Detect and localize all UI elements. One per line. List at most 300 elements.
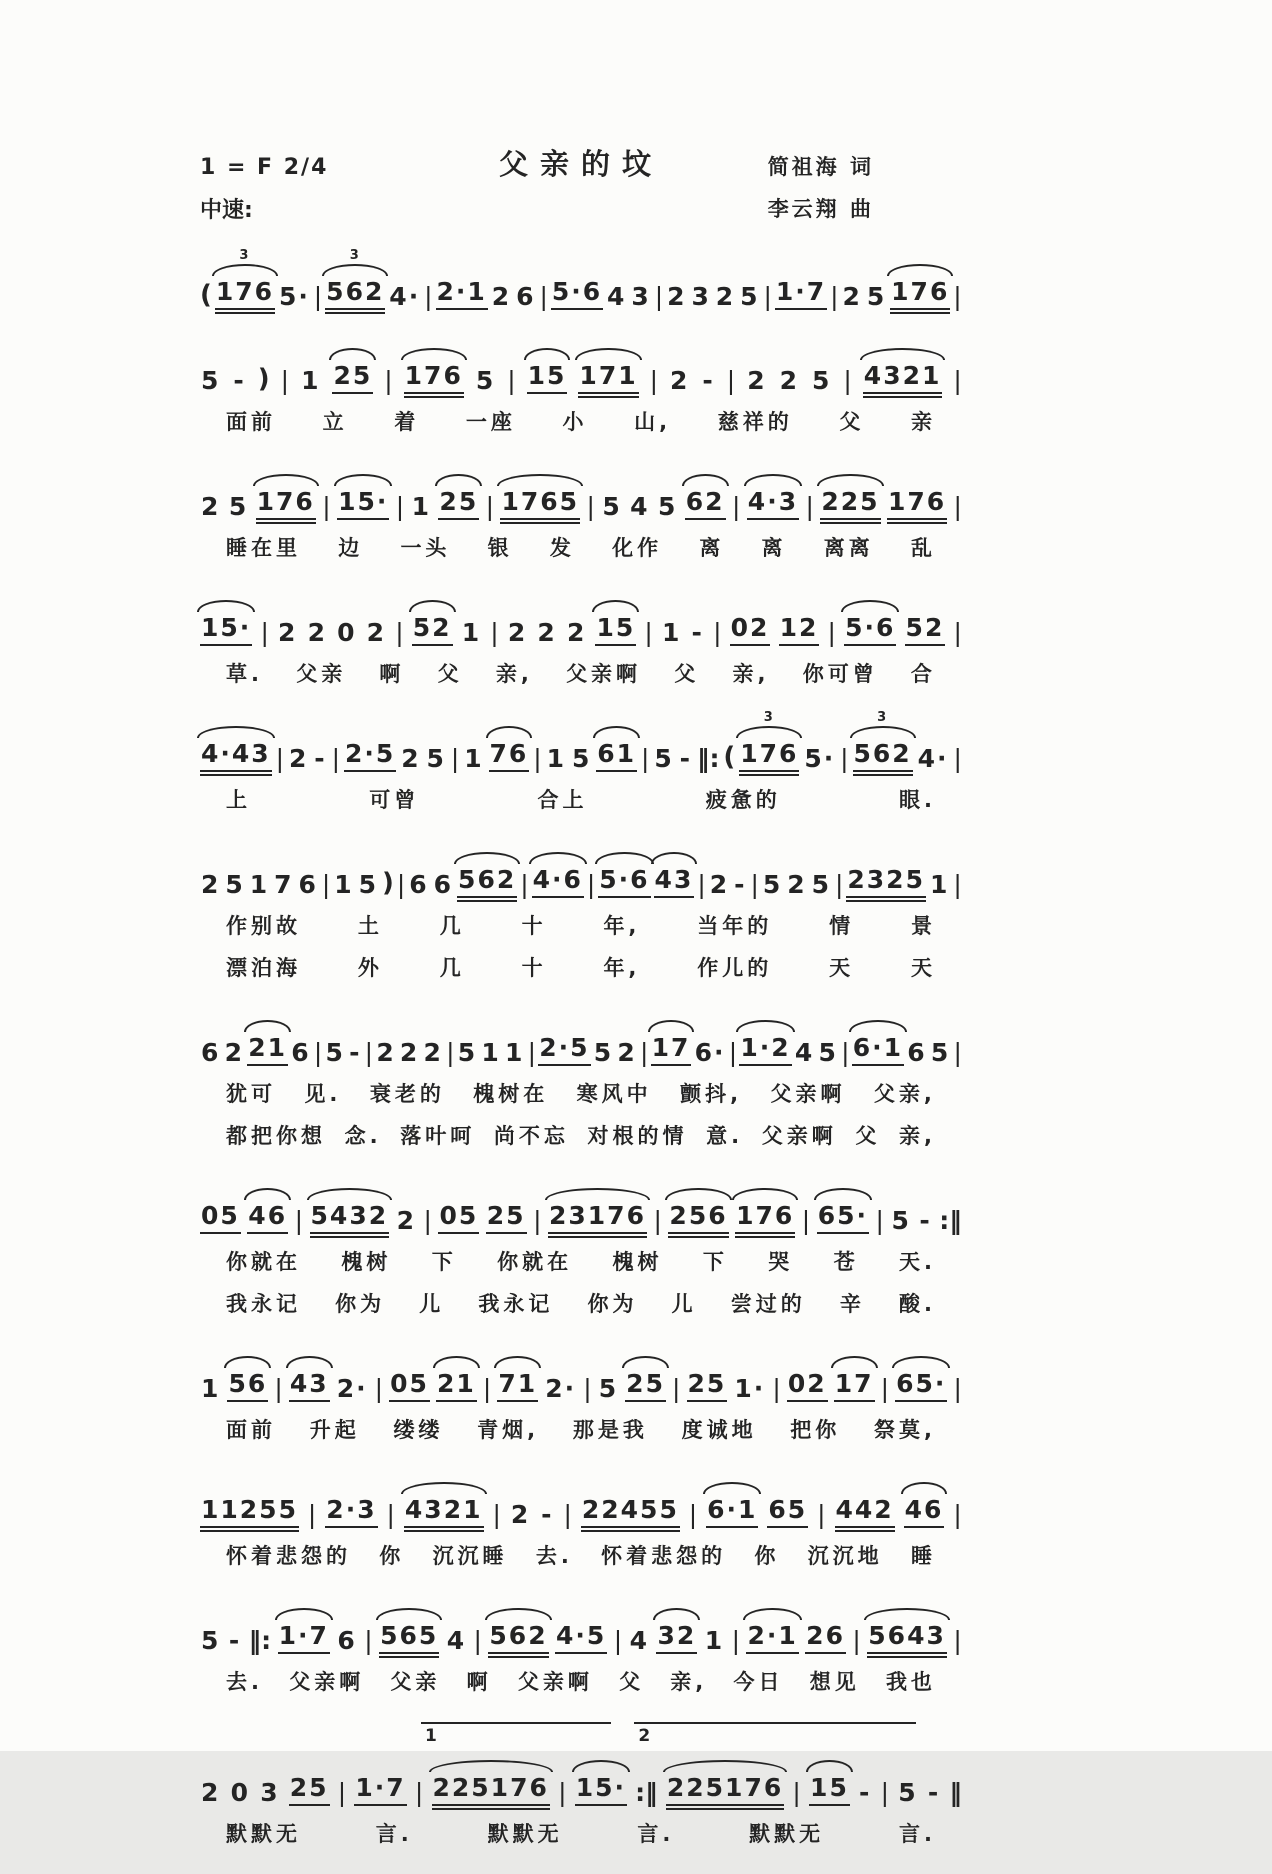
lyric-word: 眼. <box>899 788 936 812</box>
barline: | <box>364 1625 373 1655</box>
note-token: 1·7 <box>775 278 827 311</box>
lyric-word: 见. <box>304 1082 342 1106</box>
note-token: 2·3 <box>325 1496 377 1529</box>
note-token: 43 <box>654 866 695 899</box>
barline: | <box>728 1037 738 1067</box>
lyric-word: 土 <box>357 914 383 938</box>
barline: | <box>613 1625 623 1655</box>
lyric-word: 槐树 <box>341 1250 392 1274</box>
lyric-word: 槐树 <box>612 1250 663 1274</box>
lyric-word: 我永记 <box>478 1292 554 1316</box>
barline: | <box>364 1037 374 1067</box>
lyric-word: 慈祥的 <box>717 410 793 434</box>
note-token: 6·1 <box>706 1496 758 1529</box>
note-token: 2 <box>779 365 799 395</box>
barline: | <box>446 1037 455 1067</box>
barline: | <box>653 1205 662 1235</box>
dash-extension: - <box>349 1037 362 1067</box>
barline: | <box>414 1777 424 1807</box>
note-token: 1·2 <box>739 1034 791 1067</box>
lyric-word: 面前 <box>226 1418 276 1442</box>
barline: | <box>482 1373 492 1403</box>
lyric-word: 边 <box>338 536 364 560</box>
note-token: 71 <box>497 1370 538 1403</box>
note-token: 5 <box>866 281 887 311</box>
lyric-word: 儿 <box>671 1292 697 1316</box>
note-token: 5432 <box>310 1202 390 1235</box>
barline: | <box>953 365 962 395</box>
note-token: 2 <box>709 869 730 899</box>
barline: | <box>260 617 269 647</box>
note-token: 52 <box>412 614 453 647</box>
note-token: 25 <box>687 1370 728 1403</box>
lyric-word: 意. <box>706 1124 744 1148</box>
note-token: 5 <box>201 365 221 395</box>
note-token: 4 <box>794 1037 815 1067</box>
note-token: 5 <box>457 1037 478 1067</box>
barline: | <box>331 743 341 773</box>
note-token: 2 <box>566 617 587 647</box>
lyric-word: 去. <box>226 1670 263 1694</box>
note-token: 5·6 <box>844 614 896 647</box>
note-token: 562 <box>457 866 517 899</box>
lyric-word: 啊 <box>379 662 405 686</box>
lyric-word: 年, <box>603 956 641 980</box>
note-token: 12 <box>779 614 820 647</box>
note-token: 4· <box>917 743 949 773</box>
lyric-word: 颤抖, <box>680 1082 743 1106</box>
lyric-word: 都把你想 <box>226 1124 326 1148</box>
system-8 <box>200 1176 962 1318</box>
lyric-word: 父亲, <box>873 1082 936 1106</box>
system-12 <box>200 1722 962 1848</box>
note-token: 5· <box>804 743 836 773</box>
lyric-word: 尝过的 <box>730 1292 806 1316</box>
note-token: 32 <box>656 1622 697 1655</box>
note-token: 2 <box>617 1037 637 1067</box>
lyric-word: 父亲啊 <box>770 1082 846 1106</box>
barline: | <box>586 869 596 899</box>
lyrics-line <box>200 1120 962 1150</box>
lyric-word: 山, <box>634 410 672 434</box>
lyric-word: 辛 <box>839 1292 865 1316</box>
barline: | <box>852 1625 861 1655</box>
note-token: 2 <box>491 281 512 311</box>
lyric-word: 当年的 <box>697 914 773 938</box>
triplet-number: 3 <box>877 709 889 725</box>
lyric-word: 怀着悲怨的 <box>226 1544 351 1568</box>
page-title: 父亲的坟 <box>498 147 663 181</box>
barline: | <box>834 869 844 899</box>
note-token: 225176 <box>432 1774 550 1807</box>
barline: | <box>875 1205 884 1235</box>
note-token: 2 <box>667 281 687 311</box>
note-token: 2 <box>715 281 736 311</box>
note-token: 6 <box>201 1037 221 1067</box>
lyric-word: 着 <box>394 410 420 434</box>
note-token: 1 <box>464 743 484 773</box>
lyric-word: 你为 <box>587 1292 638 1316</box>
note-token: 15 <box>809 1774 850 1807</box>
note-token: 6 <box>337 1625 357 1655</box>
lyric-word: 可曾 <box>369 788 420 812</box>
lyric-word: 合 <box>910 662 936 686</box>
lyric-word: 离 <box>699 536 725 560</box>
barline: | <box>953 491 962 521</box>
note-token: 5 <box>898 1777 918 1807</box>
note-token: 176 <box>887 488 947 521</box>
header-row-1 <box>200 142 962 183</box>
lyrics-line <box>200 1414 962 1444</box>
lyric-word: 去. <box>535 1544 573 1568</box>
lyric-word: 父 <box>674 662 700 686</box>
note-token: 442 <box>835 1496 895 1529</box>
note-token: 4 <box>446 1625 467 1655</box>
lyric-word: 天 <box>911 956 936 980</box>
note-token: 4 <box>629 1625 650 1655</box>
note-token: 1 <box>662 617 682 647</box>
note-token: 2 <box>401 743 421 773</box>
phrase-paren: ) <box>257 364 270 395</box>
notes-line <box>200 840 962 898</box>
lyric-word: 十 <box>521 956 547 980</box>
lyric-word: 尚不忘 <box>493 1124 569 1148</box>
notes-line <box>200 462 962 520</box>
note-token: 2 <box>224 1037 245 1067</box>
note-token: 5 <box>811 365 832 395</box>
note-token: 2 <box>201 869 221 899</box>
lyrics-line <box>200 658 962 688</box>
note-token: 1 <box>411 491 432 521</box>
note-token: 4 <box>630 491 650 521</box>
lyric-word: 小 <box>562 410 588 434</box>
note-token: 5 <box>762 869 783 899</box>
repeat-barline: ‖: <box>248 1625 272 1655</box>
lyric-word: 漂泊海 <box>226 956 301 980</box>
lyric-word: 天. <box>899 1250 936 1274</box>
dash-extension: - <box>541 1499 554 1529</box>
note-token: 562 3 <box>853 740 913 773</box>
note-token: 1 <box>201 1373 221 1403</box>
lyric-word: 啊 <box>466 1670 492 1694</box>
barline: | <box>953 1037 962 1067</box>
dash-extension: - <box>702 365 715 395</box>
note-token: 2 <box>507 617 528 647</box>
barline: | <box>384 365 393 395</box>
barline: | <box>563 1499 572 1529</box>
lyric-word: 沉沉地 <box>807 1544 883 1568</box>
note-token: 1 <box>704 1625 725 1655</box>
note-token: 25 <box>486 1202 527 1235</box>
barline: | <box>307 1499 317 1529</box>
system-2 <box>200 336 962 436</box>
note-token: 21 <box>436 1370 477 1403</box>
note-token: 5 <box>598 1373 619 1403</box>
final-barline: ‖ <box>949 1777 962 1807</box>
note-token: 5 <box>818 1037 838 1067</box>
note-token: 2 <box>399 1037 420 1067</box>
note-token: 62 <box>685 488 726 521</box>
note-token: 6 <box>409 869 429 899</box>
note-token: 25 <box>438 488 479 521</box>
note-token: 2·5 <box>344 740 396 773</box>
lyric-word: 疲惫的 <box>705 788 781 812</box>
system-10 <box>200 1470 962 1570</box>
note-token: 76 <box>489 740 530 773</box>
note-token: 4 <box>607 281 627 311</box>
lyric-word: 父亲啊 <box>761 1124 837 1148</box>
barline: | <box>840 743 849 773</box>
note-token: 5 <box>654 743 674 773</box>
barline: | <box>805 491 814 521</box>
lyric-word: 下 <box>702 1250 728 1274</box>
lyrics-line <box>200 1818 962 1848</box>
notes-line <box>200 247 962 311</box>
note-token: 1 <box>929 869 950 899</box>
note-token: 61 <box>596 740 637 773</box>
barline: | <box>731 1625 740 1655</box>
notes-line <box>200 1748 962 1806</box>
barline: | <box>953 743 962 773</box>
note-token: 4·5 <box>555 1622 607 1655</box>
note-token: 25 <box>289 1774 330 1807</box>
barline: | <box>772 1373 781 1403</box>
lyric-word: 上 <box>226 788 251 812</box>
note-token: 05 <box>389 1370 430 1403</box>
note-token: 5 <box>891 1205 911 1235</box>
lyric-word: 槐树在 <box>473 1082 549 1106</box>
lyric-word: 几 <box>439 914 465 938</box>
lyric-word: 一头 <box>400 536 451 560</box>
barline: | <box>533 1205 542 1235</box>
note-token: 5 <box>811 869 832 899</box>
lyric-word: 青烟, <box>477 1418 540 1442</box>
barline: | <box>586 491 595 521</box>
lyrics-line <box>200 1246 962 1276</box>
lyric-word: 那是我 <box>572 1418 648 1442</box>
key-time-signature: 1 = F 2/4 <box>200 155 329 180</box>
note-token: 4321 <box>404 1496 484 1529</box>
lyric-word: 父亲啊 <box>517 1670 593 1694</box>
lyrics-line <box>200 406 962 436</box>
barline: | <box>953 1373 962 1403</box>
note-token: 2 <box>787 869 807 899</box>
lyric-word: 发 <box>549 536 575 560</box>
lyric-word: 缕缕 <box>393 1418 444 1442</box>
barline: | <box>639 1037 649 1067</box>
barline: | <box>697 869 706 899</box>
note-token: 5 <box>740 281 760 311</box>
barline: | <box>688 1499 698 1529</box>
lyric-word: 天 <box>829 956 855 980</box>
lyric-word: 把你 <box>790 1418 841 1442</box>
barline: | <box>953 617 962 647</box>
lyric-word: 你就在 <box>226 1250 301 1274</box>
barline: | <box>395 617 404 647</box>
lyric-word: 化作 <box>612 536 663 560</box>
note-token: 5 <box>930 1037 951 1067</box>
note-token: 176 3 <box>215 278 275 311</box>
lyric-word: 银 <box>487 536 513 560</box>
note-token: 3 <box>631 281 651 311</box>
triplet-number: 3 <box>763 709 775 725</box>
note-token: 6 <box>516 281 536 311</box>
barline: | <box>953 869 962 899</box>
note-token: 1 <box>505 1037 525 1067</box>
dash-extension: - <box>927 1777 941 1807</box>
note-token: 176 <box>404 362 464 395</box>
note-token: 225 <box>820 488 880 521</box>
barline: | <box>726 365 736 395</box>
note-token: 6 <box>291 1037 311 1067</box>
lyric-word: 离离 <box>823 536 874 560</box>
note-token: 4· <box>389 281 421 311</box>
dash-extension: - <box>228 1625 242 1655</box>
notes-line <box>200 1470 962 1528</box>
lyric-word: 一座 <box>465 410 516 434</box>
note-token: 6·1 <box>852 1034 904 1067</box>
note-token: 21 <box>247 1034 288 1067</box>
lyric-word: 作儿的 <box>697 956 773 980</box>
header <box>200 142 962 224</box>
note-token: 25 <box>332 362 373 395</box>
lyric-word: 默默无 <box>487 1822 563 1846</box>
note-token: 5 <box>571 743 592 773</box>
note-token: 2 <box>288 743 309 773</box>
note-token: 22455 <box>581 1496 680 1529</box>
note-token: 02 <box>787 1370 828 1403</box>
dash-extension: - <box>919 1205 932 1235</box>
note-token: 171 <box>578 362 638 395</box>
note-token: 5 <box>426 743 446 773</box>
note-token: 6 <box>298 869 318 899</box>
barline: | <box>294 1205 304 1235</box>
barline: | <box>953 281 962 311</box>
second-ending-bracket: 2 <box>634 1722 916 1744</box>
note-token: 4321 <box>863 362 943 395</box>
dash-extension: - <box>734 869 747 899</box>
notes-line <box>200 1176 962 1234</box>
barline: | <box>313 1037 323 1067</box>
note-token: 2 <box>307 617 327 647</box>
note-token: 2·1 <box>436 278 488 311</box>
note-token: 3 <box>260 1777 280 1807</box>
score-sheet <box>200 142 962 1874</box>
first-ending-bracket: 1 <box>421 1722 612 1744</box>
barline: | <box>750 869 759 899</box>
note-token: 05 <box>200 1202 241 1235</box>
note-token: 43 <box>289 1370 330 1403</box>
note-token: 11255 <box>200 1496 299 1529</box>
note-token: 15 <box>527 362 568 395</box>
note-token: 1 <box>461 617 482 647</box>
system-1 <box>200 247 962 311</box>
lyric-word: 合上 <box>537 788 588 812</box>
barline: | <box>274 1373 283 1403</box>
note-token: 56 <box>227 1370 268 1403</box>
lyric-word: 苍 <box>833 1250 859 1274</box>
note-token: 1·7 <box>278 1622 330 1655</box>
dash-extension: - <box>679 743 693 773</box>
lyric-word: 父亲啊 <box>289 1670 365 1694</box>
lyrics-line <box>200 1666 962 1696</box>
note-token: 65· <box>817 1202 869 1235</box>
volta-brackets <box>200 1722 962 1748</box>
dash-extension: - <box>314 743 327 773</box>
note-token: 23176 <box>548 1202 647 1235</box>
barline: | <box>374 1373 384 1403</box>
lyric-word: 父 <box>437 662 463 686</box>
note-token: 1 <box>249 869 270 899</box>
barline: | <box>313 281 323 311</box>
lyric-word: 酸. <box>899 1292 936 1316</box>
lyric-word: 犹可 <box>226 1082 276 1106</box>
system-3 <box>200 462 962 562</box>
lyrics-line <box>200 532 962 562</box>
lyric-word: 父 <box>855 1124 881 1148</box>
barline: | <box>827 617 836 647</box>
lyric-word: 十 <box>521 914 547 938</box>
note-token: 2 <box>278 617 298 647</box>
barline: | <box>424 281 433 311</box>
note-token: 2· <box>336 1373 368 1403</box>
note-token: 256 <box>668 1202 728 1235</box>
note-token: 46 <box>904 1496 945 1529</box>
note-token: 0 <box>337 617 357 647</box>
notes-line <box>200 709 962 773</box>
note-token: 562 <box>488 1622 548 1655</box>
barline: | <box>423 1205 432 1235</box>
barline: | <box>644 617 653 647</box>
note-token: 176 3 <box>739 740 799 773</box>
lyric-word: 落叶呵 <box>400 1124 476 1148</box>
note-token: 26 <box>805 1622 846 1655</box>
note-token: 1 <box>481 1037 501 1067</box>
lyric-word: 我也 <box>885 1670 936 1694</box>
lyric-word: 你 <box>754 1544 780 1568</box>
lyric-word: 亲, <box>898 1124 936 1148</box>
barline: | <box>558 1777 567 1807</box>
note-token: 1 <box>334 869 354 899</box>
phrase-paren: ) <box>382 868 394 899</box>
barline: | <box>583 1373 592 1403</box>
note-token: 65 <box>767 1496 808 1529</box>
barline: | <box>841 1037 850 1067</box>
dash-extension: - <box>859 1777 872 1807</box>
notes-line <box>200 1344 962 1402</box>
barline: | <box>396 869 406 899</box>
note-token: 176 <box>735 1202 795 1235</box>
lyric-word: 面前 <box>226 410 276 434</box>
lyric-word: 下 <box>431 1250 457 1274</box>
lyricist-credit: 简祖海 词 <box>767 155 874 179</box>
barline: | <box>473 1625 482 1655</box>
header-row-2 <box>200 193 962 224</box>
barline: | <box>880 1777 890 1807</box>
dash-extension: - <box>233 365 246 395</box>
lyric-word: 默默无 <box>226 1822 301 1846</box>
note-token: 2· <box>545 1373 577 1403</box>
note-token: 5643 <box>867 1622 947 1655</box>
lyric-word: 度诚地 <box>681 1418 757 1442</box>
barline: | <box>654 281 664 311</box>
lyric-word: 草. <box>226 662 263 686</box>
lyric-word: 外 <box>357 956 383 980</box>
barline: | <box>792 1777 801 1807</box>
note-token: 176 <box>890 278 950 311</box>
lyric-word: 默默无 <box>749 1822 825 1846</box>
note-token: 2 <box>670 365 690 395</box>
